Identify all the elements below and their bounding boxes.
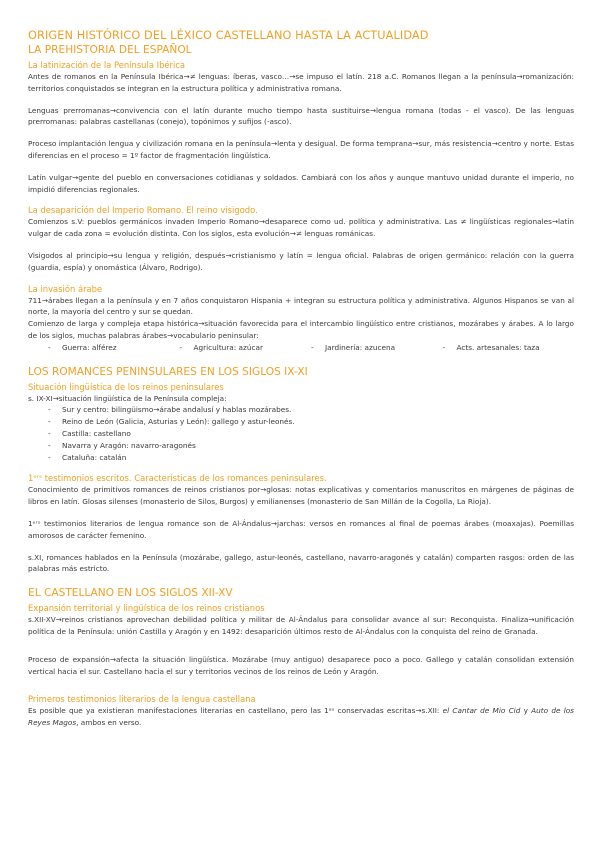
document-content: [28, 29, 574, 729]
section-heading-prehistoria: LA PREHISTORIA DEL ESPAÑOL: [28, 44, 192, 56]
list-item: - Navarra y Aragón: navarro-aragonés: [48, 440, 574, 452]
paragraph: Comienzo de larga y compleja etapa histórica→situación favorecida para el intercambio lingüístico entre cristianos, mozárabes y árabes. A lo largo de los siglos, muchas palabras árabes→vocabulario peninsular:: [28, 319, 574, 340]
subheading-primeros-testimonios: Primeros testimonios literarios de la lengua castellana: [28, 694, 256, 705]
subheading-imperio-romano: La desaparición del Imperio Romano. El reino visigodo.: [28, 205, 258, 216]
vocabulary-list: [28, 342, 574, 354]
work-title: el Cantar de Mio Cid: [442, 706, 521, 716]
text-run: Es posible que ya existieran manifestaciones literarias en castellano, pero las 1ᵃˢ conservadas escritas→s.XII:: [28, 706, 443, 716]
paragraph: Proceso implantación lengua y civilización romana en la península→lenta y desigual. De forma temprana→sur, más resistencia→centro y norte. Estas diferencias en el proceso = 1º factor de fragmentación lingüística.: [28, 139, 574, 160]
subheading-invasion-arabe: La invasión árabe: [28, 283, 103, 294]
list-item: - Jardinería: azucena: [311, 342, 443, 354]
paragraph: 1ᵉʳˢ testimonios literarios de lengua romance son de Al-Ándalus→jarchas: versos en romances al final de poemas árabes (moaxajas). Poemillas amorosos de carácter femenino.: [28, 518, 574, 540]
paragraph: [28, 705, 574, 729]
paragraph: Comienzos s.V: pueblos germánicos invaden Imperio Romano→desaparece como ud. política y administrativa. Las ≠ lingüísticas regionales→latín vulgar de cada zona = evolución distinta. Con los siglos, esta evolución→≠ lenguas románicas.: [28, 217, 574, 239]
list-item: - Cataluña: catalán: [48, 452, 574, 464]
work-title: Auto de los Reyes Magos: [28, 706, 574, 728]
section-heading-romances: LOS ROMANCES PENINSULARES EN LOS SIGLOS IX-XI: [28, 365, 308, 378]
list-item: - Reino de León (Galicia, Asturias y León): gallego y astur-leonés.: [48, 416, 574, 428]
subheading-expansion: Expansión territorial y lingüística de los reinos cristianos: [28, 603, 265, 614]
paragraph: Proceso de expansión→afecta la situación lingüística. Mozárabe (muy antiguo) desaparece poco a poco. Gallego y catalán consolidan extensión vertical hacia el sur. Castellano hacia el sur y territorios vecinos de los reinos de León y Aragón.: [28, 654, 574, 676]
list-item: - Guerra: alférez: [48, 342, 180, 354]
section-heading-castellano: EL CASTELLANO EN LOS SIGLOS XII-XV: [28, 587, 233, 600]
subheading-latinizacion: La latinización de la Península Ibérica: [28, 60, 186, 70]
list-item: - Castilla: castellano: [48, 428, 574, 440]
subheading-situacion-linguistica: Situación lingüística de los reinos peninsulares: [28, 381, 224, 392]
paragraph: s.XI, romances hablados en la Península (mozárabe, gallego, astur-leonés, castellano, navarro-aragonés y catalán) comparten rasgos: orden de las palabras más estricto.: [28, 552, 574, 574]
paragraph: 711→árabes llegan a la península y en 7 años conquistaron Hispania + integran su estructura política y administrativa. Algunos Hispanos se van al norte, la mayoría del centro y sur se quedan.: [28, 295, 574, 317]
list-item: - Sur y centro: bilingüismo→árabe andalusí y hablas mozárabes.: [48, 404, 574, 416]
list-item: - Agricultura: azúcar: [180, 342, 312, 354]
reinos-list: [28, 404, 574, 463]
text-run: y: [520, 706, 532, 716]
paragraph: Lenguas prerromanas→convivencia con el latín durante mucho tiempo hasta sustituirse→lengua romana (todas - el vasco). De las lenguas prerromanas: palabras castellanas (conejo), topónimos y sufijos (-asco).: [28, 105, 574, 127]
paragraph: s.XII-XV→reinos cristianos aprovechan debilidad política y militar de Al-Ándalus para consolidar avance al sur: Reconquista. Finaliza→unificación política de la Península: unión Castilla y Aragón y en 1492: desaparición últimos resto de Al-Ándalus con la conquista del reino de Granada.: [28, 615, 574, 636]
document-title: ORIGEN HISTÓRICO DEL LÉXICO CASTELLANO HASTA LA ACTUALIDAD: [28, 29, 429, 42]
paragraph: s. IX-XI→situación lingüística de la Península compleja:: [28, 393, 227, 403]
list-item: - Acts. artesanales: taza: [443, 342, 575, 354]
paragraph: Antes de romanos en la Península Ibérica→≠ lenguas: íberas, vasco…→se impuso el latín. 218 a.C. Romanos llegan a la península→romanización: territorios conquistados se integran en la estructura política y administrativa romana.: [28, 72, 574, 93]
paragraph: Visigodos al principio→su lengua y religión, después→cristianismo y latín = lengua oficial. Palabras de origen germánico: relación con la guerra (guardia, espía) y onomástica (Álvaro, Rodrigo).: [28, 250, 574, 272]
paragraph: Conocimiento de primitivos romances de reinos cristianos por→glosas: notas explicativas y comentarios manuscritos en márgenes de páginas de libros en latín. Glosas silenses (monasterio de Silos, Burgos) y emilianenses (monasterio de San Millán de la Cogolla, La Rioja).: [28, 485, 574, 507]
subheading-testimonios-escritos: 1ᵉʳˢ testimonios escritos. Características de los romances peninsulares.: [28, 473, 327, 484]
paragraph: Latín vulgar→gente del pueblo en conversaciones cotidianas y soldados. Cambiará con los años y aunque mantuvo unidad durante el imperio, no impidió diferencias regionales.: [28, 172, 574, 194]
text-run: , ambos en verso.: [76, 718, 142, 728]
